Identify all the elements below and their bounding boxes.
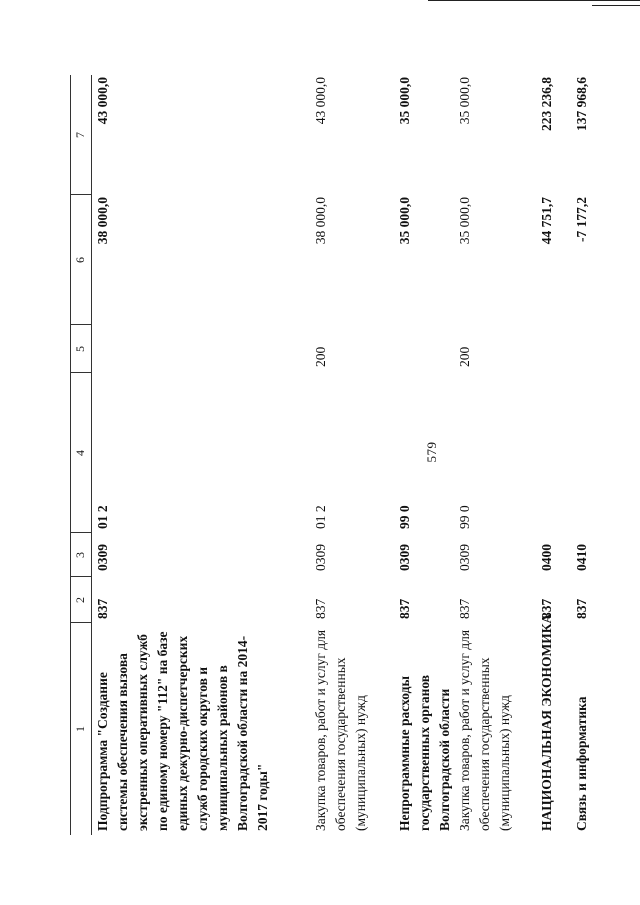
row-program-code: 01 2 xyxy=(313,505,328,529)
row-name: Связь и информатика xyxy=(574,696,589,831)
row-section-code: 0309 xyxy=(95,544,110,571)
row-program-code: 99 0 xyxy=(397,505,412,529)
page-number: 579 xyxy=(424,441,439,463)
row-value-6: 44 751,7 xyxy=(539,197,554,245)
budget-table xyxy=(70,75,640,835)
row-name: Подпрограмма "Создание системы обеспечения вызова экстренных оперативных служб по единому номеру "112" на базе единых дежурно-диспетчерских служб городских округов и муниципальных районов в Волгоградской области на 2014-2017 годы" xyxy=(95,631,270,831)
row-name: Закупка товаров, работ и услуг для обеспечения государственных (муниципальных) нужд xyxy=(313,629,368,831)
corner-rule xyxy=(428,0,640,1)
row-value-7: 223 236,8 xyxy=(539,77,554,131)
column-header-2: 2 xyxy=(73,597,87,603)
row-admin-code: 837 xyxy=(95,598,110,619)
column-header-3: 3 xyxy=(73,552,87,558)
row-section-code: 0309 xyxy=(457,544,472,571)
column-header-1: 1 xyxy=(73,726,87,732)
row-admin-code: 837 xyxy=(457,598,472,619)
row-value-6: -7 177,2 xyxy=(574,197,589,242)
row-name: Непрограммные расходы государственных органов Волгоградской области xyxy=(397,674,452,831)
row-admin-code: 837 xyxy=(397,598,412,619)
row-section-code: 0309 xyxy=(313,544,328,571)
row-admin-code: 837 xyxy=(574,598,589,619)
row-value-6: 38 000,0 xyxy=(95,197,110,245)
row-admin-code: 837 xyxy=(539,598,554,619)
column-header-4: 4 xyxy=(73,450,87,456)
row-section-code: 0400 xyxy=(539,544,554,571)
header-bottom-rule xyxy=(91,75,92,835)
row-value-7: 35 000,0 xyxy=(457,77,472,125)
row-program-code: 99 0 xyxy=(457,505,472,529)
column-header-5: 5 xyxy=(73,346,87,352)
row-value-6: 35 000,0 xyxy=(457,197,472,245)
row-program-code: 01 2 xyxy=(95,505,110,529)
row-value-7: 35 000,0 xyxy=(397,77,412,125)
column-header-6: 6 xyxy=(73,257,87,263)
column-header-7: 7 xyxy=(73,132,87,138)
row-expense-type: 200 xyxy=(313,346,328,367)
row-value-7: 137 968,6 xyxy=(574,77,589,131)
corner-rule-short xyxy=(592,5,640,6)
row-name: Закупка товаров, работ и услуг для обеспечения государственных (муниципальных) нужд xyxy=(457,629,512,831)
row-value-7: 43 000,0 xyxy=(313,77,328,125)
row-value-6: 38 000,0 xyxy=(313,197,328,245)
row-admin-code: 837 xyxy=(313,598,328,619)
row-name: НАЦИОНАЛЬНАЯ ЭКОНОМИКА xyxy=(539,613,554,831)
row-section-code: 0410 xyxy=(574,544,589,571)
row-section-code: 0309 xyxy=(397,544,412,571)
row-value-7: 43 000,0 xyxy=(95,77,110,125)
row-expense-type: 200 xyxy=(457,346,472,367)
row-value-6: 35 000,0 xyxy=(397,197,412,245)
